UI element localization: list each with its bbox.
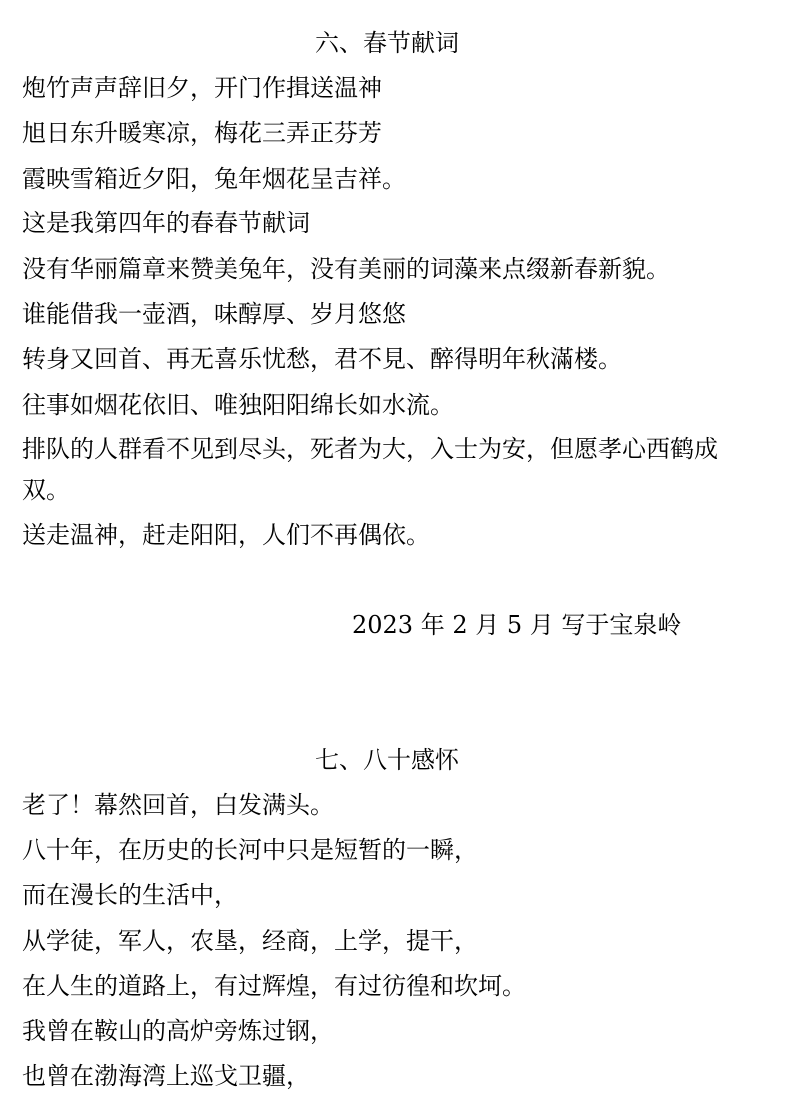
section-7-line: 我曾在鞍山的高炉旁炼过钢， <box>22 1017 334 1045</box>
section-7-line: 老了！幕然回首，白发满头。 <box>22 791 334 819</box>
date-signature: 2023 年 2 月 5 月 写于宝泉岭 <box>352 611 682 639</box>
section-6-line: 这是我第四年的春春节献词 <box>22 209 310 237</box>
section-6-line: 双。 <box>22 476 70 504</box>
section-6-line: 排队的人群看不见到尽头，死者为大，入士为安，但愿孝心西鹤成 <box>22 435 718 463</box>
section-7-line: 也曾在渤海湾上巡戈卫疆， <box>22 1062 310 1090</box>
section-6-line: 霞映雪箱近夕阳，兔年烟花呈吉祥。 <box>22 165 406 193</box>
section-7-line: 八十年，在历史的长河中只是短暂的一瞬， <box>22 836 478 864</box>
section-6-line: 转身又回首、再无喜乐忧愁，君不見、醉得明年秋滿楼。 <box>22 345 622 373</box>
section-6-line: 送走温神，赶走阳阳，人们不再偶依。 <box>22 521 430 549</box>
section-7-line: 从学徒，军人，农垦，经商，上学，提干， <box>22 927 478 955</box>
section-6-line: 谁能借我一壶酒，味醇厚、岁月悠悠 <box>22 300 406 328</box>
section-6-line: 炮竹声声辞旧夕，开门作揖送温神 <box>22 74 382 102</box>
section-7-line: 在人生的道路上，有过辉煌，有过彷徨和坎坷。 <box>22 972 526 1000</box>
section-6-line: 没有华丽篇章来赞美兔年，没有美丽的词藻来点缀新春新貌。 <box>22 255 670 283</box>
section-7-line: 而在漫长的生活中， <box>22 881 238 909</box>
section-6-line: 往事如烟花依旧、唯独阳阳绵长如水流。 <box>22 391 454 419</box>
section-7-title: 七、八十感怀 <box>315 746 459 774</box>
section-6-title: 六、春节献词 <box>315 29 459 57</box>
section-6-line: 旭日东升暖寒凉，梅花三弄正芬芳 <box>22 119 382 147</box>
